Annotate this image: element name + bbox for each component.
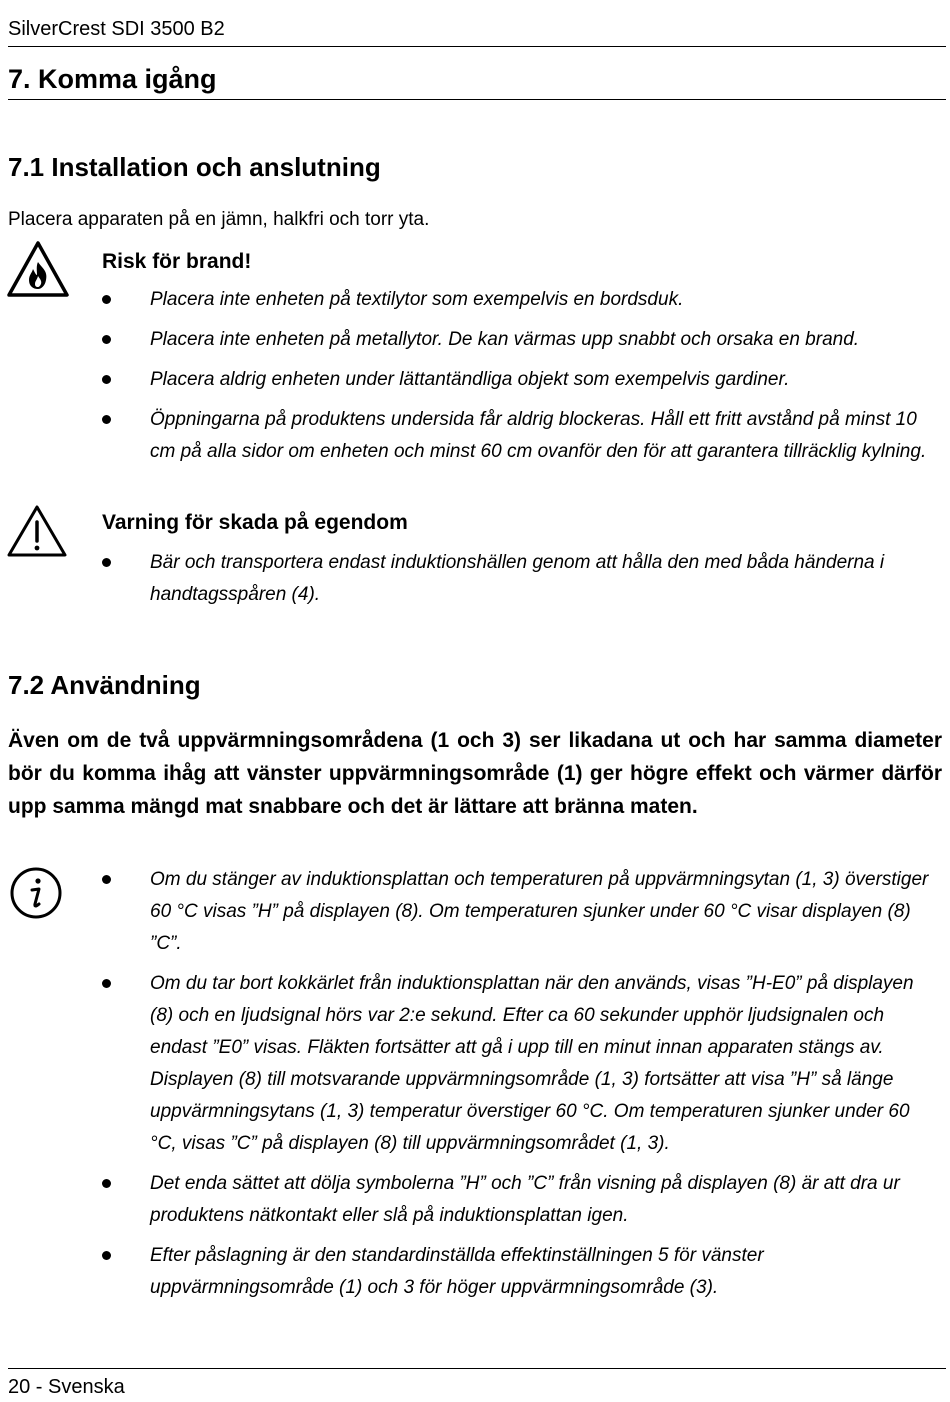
page-footer: 20 - Svenska xyxy=(8,1376,125,1398)
fire-warning-icon xyxy=(6,240,70,298)
document-header: SilverCrest SDI 3500 B2 xyxy=(8,18,225,40)
section-title-installation: 7.1 Installation och anslutning xyxy=(8,152,381,182)
bullet-icon xyxy=(102,335,111,344)
chapter-divider xyxy=(8,99,946,100)
fire-warning-list xyxy=(100,284,940,468)
property-warning-title: Varning för skada på egendom xyxy=(102,511,408,534)
list-item: Placera inte enheten på metallytor. De kan värmas upp snabbt och orsaka en brand. xyxy=(100,324,940,356)
bullet-icon xyxy=(102,375,111,384)
list-item: Öppningarna på produktens undersida får aldrig blockeras. Håll ett fritt avstånd på minst 10 cm på alla sidor om enheten och minst 60 cm ovanför den för att garantera tillräcklig kylning. xyxy=(100,404,940,468)
list-item: Om du stänger av induktionsplattan och temperaturen på uppvärmningsytan (1, 3) överstiger 60 °C visas ”H” på displayen (8). Om temperaturen sjunker under 60 °C visar displayen (8) ”C”. xyxy=(100,864,940,960)
list-item: Placera aldrig enheten under lättantändliga objekt som exempelvis gardiner. xyxy=(100,364,940,396)
chapter-title: 7. Komma igång xyxy=(8,64,217,94)
header-divider xyxy=(8,46,946,47)
list-item: Efter påslagning är den standardinställda effektinställningen 5 för vänster uppvärmningsområde (1) och 3 för höger uppvärmningsområde (3). xyxy=(100,1240,940,1304)
bullet-icon xyxy=(102,875,111,884)
info-icon xyxy=(8,866,64,920)
usage-bold-paragraph: Även om de två uppvärmningsområdena (1 och 3) ser likadana ut och har samma diameter bör du komma ihåg att vänster uppvärmningsområde (1) ger högre effekt och värmer därför upp samma mängd mat snabbare och det är lättare att bränna maten. xyxy=(8,729,942,818)
bullet-icon xyxy=(102,558,111,567)
list-item: Bär och transportera endast induktionshällen genom att hålla den med båda händerna i handtagsspåren (4). xyxy=(100,547,940,611)
bullet-icon xyxy=(102,979,111,988)
caution-icon xyxy=(6,504,68,558)
property-warning-list xyxy=(100,547,940,611)
list-item: Placera inte enheten på textilytor som exempelvis en bordsduk. xyxy=(100,284,940,316)
bullet-icon xyxy=(102,1251,111,1260)
bullet-icon xyxy=(102,1179,111,1188)
list-item: Om du tar bort kokkärlet från induktionsplattan när den används, visas ”H-E0” på displayen (8) och en ljudsignal hörs var 2:e sekund. Efter ca 60 sekunder upphör ljudsignalen och endast ”E0” visas. Fläkten fortsätter att gå i upp till en minut innan apparaten stängs av. Displayen (8) till motsvarande uppvärmningsområde (1, 3) fortsätter att visa ”H” så länge uppvärmningsytans (1, 3) temperatur överstiger 60 °C. Om temperaturen sjunker under 60 °C, visas ”C” på displayen (8) till uppvärmningsområdet (1, 3). xyxy=(100,968,940,1160)
bullet-icon xyxy=(102,415,111,424)
list-item: Det enda sättet att dölja symbolerna ”H” och ”C” från visning på displayen (8) är att dra ur produktens nätkontakt eller slå på induktionsplattan igen. xyxy=(100,1168,940,1232)
info-list xyxy=(100,864,940,1304)
section-title-usage: 7.2 Användning xyxy=(8,670,201,700)
footer-divider xyxy=(8,1368,946,1369)
intro-text: Placera apparaten på en jämn, halkfri och torr yta. xyxy=(8,209,430,230)
bullet-icon xyxy=(102,295,111,304)
fire-warning-title: Risk för brand! xyxy=(102,250,252,273)
